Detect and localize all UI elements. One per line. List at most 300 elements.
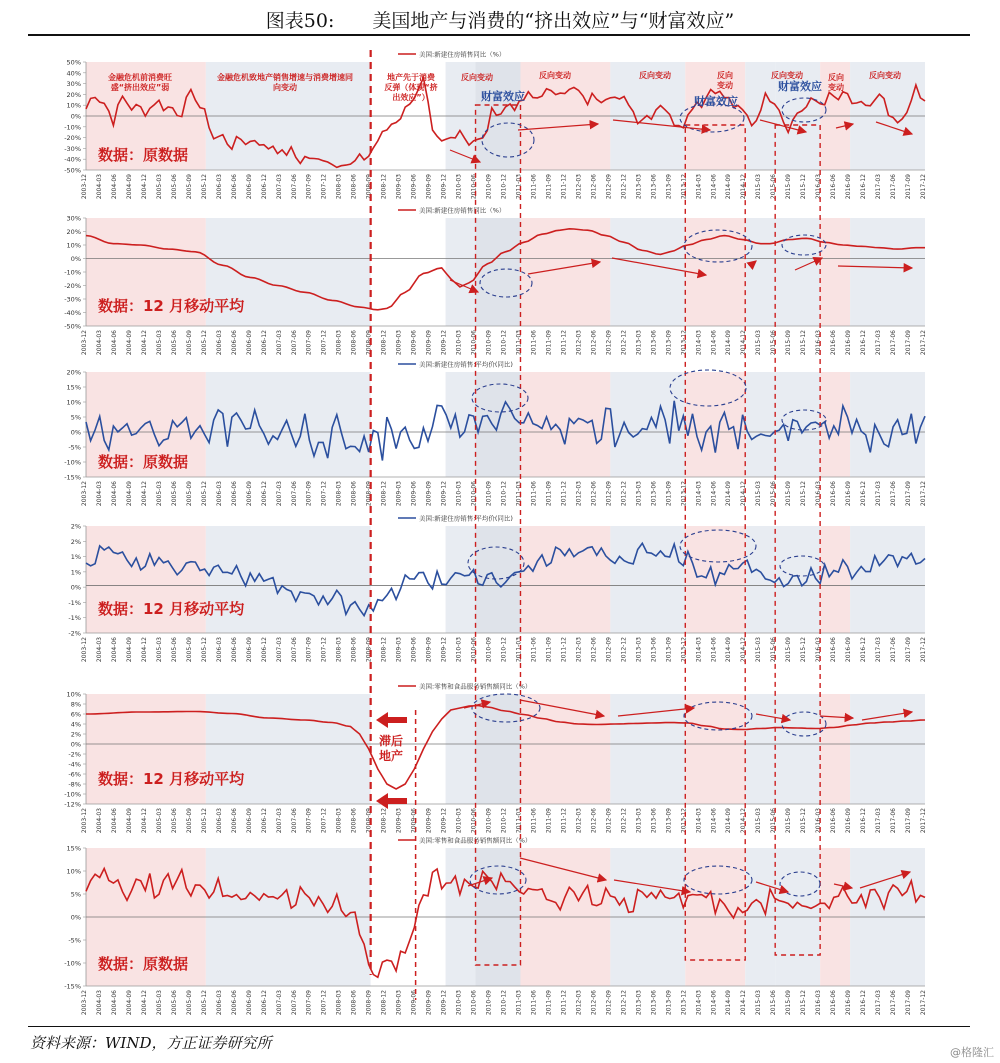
x-tick-label: 2007-09 bbox=[305, 808, 313, 834]
x-tick-label: 2004-03 bbox=[95, 174, 103, 200]
regime-band bbox=[476, 526, 521, 633]
y-tick-label: -2% bbox=[68, 750, 81, 759]
x-tick-label: 2010-12 bbox=[500, 990, 508, 1016]
x-tick-label: 2007-03 bbox=[275, 174, 283, 200]
x-tick-label: 2015-09 bbox=[785, 481, 793, 507]
x-tick-label: 2015-06 bbox=[770, 990, 778, 1016]
x-tick-label: 2007-06 bbox=[290, 637, 298, 663]
x-tick-label: 2012-03 bbox=[575, 330, 583, 356]
x-tick-label: 2014-12 bbox=[740, 174, 748, 200]
x-tick-label: 2011-03 bbox=[515, 481, 523, 507]
x-tick-label: 2009-09 bbox=[425, 174, 433, 200]
x-tick-label: 2015-06 bbox=[770, 174, 778, 200]
x-tick-label: 2015-03 bbox=[755, 330, 763, 356]
x-tick-label: 2004-06 bbox=[110, 808, 118, 834]
legend-label: 美国:零售和食品服务销售额同比（%） bbox=[419, 682, 532, 691]
x-tick-label: 2004-09 bbox=[125, 481, 133, 507]
x-tick-label: 2016-12 bbox=[860, 637, 868, 663]
x-tick-label: 2005-03 bbox=[155, 481, 163, 507]
y-tick-label: 4% bbox=[70, 720, 81, 729]
x-tick-label: 2005-12 bbox=[200, 174, 208, 200]
x-tick-label: 2003-12 bbox=[81, 637, 88, 663]
x-tick-label: 2012-06 bbox=[590, 808, 598, 834]
x-tick-label: 2003-12 bbox=[81, 990, 88, 1016]
regime-band bbox=[775, 218, 820, 326]
x-tick-label: 2013-03 bbox=[635, 481, 643, 507]
x-tick-label: 2011-09 bbox=[545, 174, 553, 200]
x-tick-label: 2015-09 bbox=[785, 174, 793, 200]
x-tick-label: 2009-03 bbox=[395, 990, 403, 1016]
legend-label: 美国:新建住房销售:平均价(同比) bbox=[419, 360, 513, 369]
x-tick-label: 2007-03 bbox=[275, 330, 283, 356]
x-tick-label: 2014-03 bbox=[695, 330, 703, 356]
x-tick-label: 2017-03 bbox=[875, 481, 883, 507]
x-tick-label: 2004-12 bbox=[140, 808, 148, 834]
x-tick-label: 2013-09 bbox=[665, 174, 673, 200]
x-tick-label: 2016-09 bbox=[845, 330, 853, 356]
x-tick-label: 2005-06 bbox=[170, 330, 178, 356]
x-tick-label: 2008-06 bbox=[350, 174, 358, 200]
x-tick-label: 2008-12 bbox=[380, 808, 388, 834]
x-tick-label: 2007-12 bbox=[320, 637, 328, 663]
x-tick-label: 2017-03 bbox=[875, 330, 883, 356]
x-tick-label: 2008-03 bbox=[335, 330, 343, 356]
y-tick-label: 20% bbox=[66, 228, 81, 236]
x-tick-label: 2011-09 bbox=[545, 990, 553, 1016]
regime-label bbox=[481, 89, 525, 103]
x-tick-label: 2011-12 bbox=[560, 481, 568, 507]
x-tick-label: 2014-03 bbox=[695, 808, 703, 834]
x-tick-label: 2010-06 bbox=[470, 330, 478, 356]
x-tick-label: 2014-09 bbox=[725, 990, 733, 1016]
x-tick-label: 2011-06 bbox=[530, 990, 538, 1016]
x-tick-label: 2011-12 bbox=[560, 990, 568, 1016]
x-tick-label: 2005-03 bbox=[155, 990, 163, 1016]
y-tick-label: -40% bbox=[64, 155, 81, 164]
x-tick-label: 2016-06 bbox=[830, 481, 838, 507]
y-tick-label: 10% bbox=[66, 690, 81, 699]
y-tick-label: -15% bbox=[64, 982, 81, 991]
x-tick-label: 2010-09 bbox=[485, 329, 493, 356]
x-tick-label: 2005-06 bbox=[170, 481, 178, 507]
x-tick-label: 2005-06 bbox=[170, 808, 178, 834]
x-tick-label: 2016-09 bbox=[845, 174, 853, 200]
x-tick-label: 2010-12 bbox=[500, 330, 508, 356]
x-tick-label: 2003-12 bbox=[81, 174, 88, 200]
x-tick-label: 2013-12 bbox=[680, 481, 688, 507]
lag-label-line: 地产 bbox=[378, 749, 404, 763]
x-tick-label: 2015-03 bbox=[755, 481, 763, 507]
x-tick-label: 2011-03 bbox=[515, 330, 523, 356]
x-tick-label: 2009-09 bbox=[425, 990, 433, 1016]
figure-title: 图表50: 美国地产与消费的“挤出效应”与“财富效应” bbox=[265, 10, 735, 32]
x-tick-label: 2014-12 bbox=[740, 481, 748, 507]
x-tick-label: 2011-03 bbox=[515, 990, 523, 1016]
x-tick-label: 2010-12 bbox=[500, 808, 508, 834]
regime-label-line: 地产先于消费 bbox=[387, 73, 435, 82]
y-tick-label: -10% bbox=[64, 268, 81, 277]
x-tick-label: 2006-06 bbox=[230, 173, 238, 200]
y-tick-label: -12% bbox=[64, 800, 81, 809]
regime-label bbox=[639, 70, 671, 80]
x-tick-label: 2008-06 bbox=[350, 808, 358, 834]
x-tick-label: 2017-09 bbox=[905, 990, 913, 1016]
x-tick-label: 2004-06 bbox=[110, 637, 118, 663]
x-tick-label: 2005-12 bbox=[200, 990, 208, 1016]
x-tick-label: 2015-03 bbox=[755, 990, 763, 1016]
x-tick-label: 2012-12 bbox=[620, 174, 628, 200]
x-tick-label: 2004-12 bbox=[140, 481, 148, 507]
x-tick-label: 2013-06 bbox=[650, 481, 658, 507]
x-tick-label: 2008-03 bbox=[335, 637, 343, 663]
y-tick-label: -30% bbox=[64, 295, 81, 304]
data-note: 数据：原数据 bbox=[98, 453, 189, 471]
regime-label bbox=[869, 70, 901, 80]
x-tick-label: 2012-12 bbox=[620, 808, 628, 834]
x-tick-label: 2009-09 bbox=[425, 637, 433, 663]
x-tick-label: 2017-06 bbox=[890, 330, 898, 356]
x-tick-label: 2006-09 bbox=[245, 808, 253, 834]
x-tick-label: 2013-09 bbox=[665, 990, 673, 1016]
x-tick-label: 2011-09 bbox=[545, 330, 553, 356]
x-tick-label: 2012-12 bbox=[620, 990, 628, 1016]
y-tick-label: 2% bbox=[70, 537, 81, 546]
regime-band bbox=[775, 526, 820, 633]
x-tick-label: 2011-09 bbox=[545, 481, 553, 507]
x-tick-label: 2003-12 bbox=[81, 481, 88, 507]
x-tick-label: 2006-12 bbox=[260, 990, 268, 1016]
x-tick-label: 2005-12 bbox=[200, 808, 208, 834]
x-tick-label: 2013-06 bbox=[650, 330, 658, 356]
x-tick-label: 2011-09 bbox=[545, 808, 553, 834]
x-tick-label: 2010-09 bbox=[485, 480, 493, 507]
y-tick-label: 0% bbox=[70, 255, 81, 263]
x-tick-label: 2005-03 bbox=[155, 174, 163, 200]
data-note: 数据：12 月移动平均 bbox=[98, 297, 245, 315]
x-tick-label: 2010-06 bbox=[470, 637, 478, 663]
x-tick-label: 2015-06 bbox=[770, 481, 778, 507]
y-tick-label: 0% bbox=[70, 740, 81, 749]
x-tick-label: 2007-06 bbox=[290, 481, 298, 507]
x-tick-label: 2010-09 bbox=[485, 173, 493, 200]
x-tick-label: 2017-09 bbox=[905, 330, 913, 356]
x-tick-label: 2008-12 bbox=[380, 990, 388, 1016]
x-tick-label: 2005-03 bbox=[155, 330, 163, 356]
x-tick-label: 2007-12 bbox=[320, 330, 328, 356]
x-tick-label: 2014-12 bbox=[740, 808, 748, 834]
regime-band bbox=[745, 694, 775, 804]
source-rule bbox=[28, 1026, 970, 1027]
x-tick-label: 2011-12 bbox=[560, 808, 568, 834]
data-note: 数据：12 月移动平均 bbox=[98, 600, 245, 618]
x-tick-label: 2009-03 bbox=[395, 174, 403, 200]
x-tick-label: 2015-12 bbox=[800, 174, 808, 200]
regime-band bbox=[745, 372, 775, 477]
x-tick-label: 2009-09 bbox=[425, 481, 433, 507]
x-tick-label: 2007-03 bbox=[275, 637, 283, 663]
regime-label bbox=[539, 70, 571, 80]
x-tick-label: 2017-03 bbox=[875, 990, 883, 1016]
regime-band bbox=[476, 218, 521, 326]
x-tick-label: 2012-09 bbox=[605, 330, 613, 356]
x-tick-label: 2006-09 bbox=[245, 174, 253, 200]
x-tick-label: 2017-09 bbox=[905, 174, 913, 200]
x-tick-label: 2012-09 bbox=[605, 990, 613, 1016]
x-tick-label: 2010-09 bbox=[485, 990, 493, 1016]
x-tick-label: 2015-09 bbox=[785, 330, 793, 356]
x-tick-label: 2012-09 bbox=[605, 174, 613, 200]
x-tick-label: 2004-03 bbox=[95, 481, 103, 507]
x-tick-label: 2005-12 bbox=[200, 330, 208, 356]
y-tick-label: -5% bbox=[68, 936, 81, 945]
x-tick-label: 2007-03 bbox=[275, 808, 283, 834]
x-tick-label: 2006-03 bbox=[215, 330, 223, 356]
x-tick-label: 2014-03 bbox=[695, 174, 703, 200]
regime-label-line: 盛“挤出效应”弱 bbox=[110, 83, 170, 92]
x-tick-label: 2016-09 bbox=[845, 808, 853, 834]
x-tick-label: 2011-12 bbox=[560, 174, 568, 200]
x-tick-label: 2012-03 bbox=[575, 808, 583, 834]
x-tick-label: 2017-12 bbox=[920, 330, 927, 356]
x-tick-label: 2016-03 bbox=[815, 174, 823, 200]
x-tick-label: 2009-06 bbox=[410, 330, 418, 356]
x-tick-label: 2010-12 bbox=[500, 174, 508, 200]
x-tick-label: 2015-03 bbox=[755, 808, 763, 834]
regime-band bbox=[685, 526, 745, 633]
x-tick-label: 2017-09 bbox=[905, 808, 913, 834]
x-tick-label: 2012-06 bbox=[590, 174, 598, 200]
x-tick-label: 2013-06 bbox=[650, 637, 658, 663]
x-tick-label: 2014-09 bbox=[725, 330, 733, 356]
x-tick-label: 2017-09 bbox=[905, 637, 913, 663]
x-tick-label: 2013-12 bbox=[680, 990, 688, 1016]
x-tick-label: 2010-03 bbox=[455, 481, 463, 507]
x-tick-label: 2014-12 bbox=[740, 330, 748, 356]
x-tick-label: 2006-03 bbox=[215, 481, 223, 507]
x-tick-label: 2011-12 bbox=[560, 330, 568, 356]
x-tick-label: 2012-12 bbox=[620, 637, 628, 663]
x-tick-label: 2007-06 bbox=[290, 990, 298, 1016]
regime-label-line: 变动 bbox=[717, 81, 733, 90]
y-tick-label: -1% bbox=[68, 614, 81, 623]
y-tick-label: -4% bbox=[68, 760, 81, 769]
regime-band bbox=[775, 694, 820, 804]
x-tick-label: 2011-09 bbox=[545, 637, 553, 663]
x-tick-label: 2005-09 bbox=[185, 637, 193, 663]
x-tick-label: 2014-03 bbox=[695, 990, 703, 1016]
x-tick-label: 2004-09 bbox=[125, 990, 133, 1016]
y-tick-label: 2% bbox=[70, 522, 81, 531]
x-tick-label: 2008-06 bbox=[350, 637, 358, 663]
y-tick-label: 10% bbox=[66, 241, 81, 250]
x-tick-label: 2008-09 bbox=[365, 481, 373, 507]
x-tick-label: 2010-03 bbox=[455, 174, 463, 200]
y-tick-label: 40% bbox=[66, 69, 81, 78]
x-tick-label: 2009-09 bbox=[425, 808, 433, 834]
regime-band bbox=[520, 694, 610, 804]
regime-label-line: 反向 bbox=[828, 73, 844, 82]
x-tick-label: 2016-03 bbox=[815, 637, 823, 663]
x-tick-label: 2015-12 bbox=[800, 637, 808, 663]
x-tick-label: 2014-12 bbox=[740, 637, 748, 663]
x-tick-label: 2008-09 bbox=[365, 990, 373, 1016]
x-tick-label: 2010-03 bbox=[455, 990, 463, 1016]
x-tick-label: 2004-03 bbox=[95, 330, 103, 356]
x-tick-label: 2015-12 bbox=[800, 808, 808, 834]
x-tick-label: 2010-03 bbox=[455, 637, 463, 663]
x-tick-label: 2014-09 bbox=[725, 808, 733, 834]
regime-label-line: 反向变动 bbox=[771, 71, 803, 80]
y-tick-label: -10% bbox=[64, 790, 81, 799]
x-tick-label: 2012-06 bbox=[590, 637, 598, 663]
y-tick-label: 6% bbox=[70, 710, 81, 719]
x-tick-label: 2006-12 bbox=[260, 808, 268, 834]
x-tick-label: 2013-12 bbox=[680, 330, 688, 356]
y-tick-label: 20% bbox=[66, 368, 81, 377]
x-tick-label: 2015-06 bbox=[770, 637, 778, 663]
x-tick-label: 2016-06 bbox=[830, 990, 838, 1016]
y-tick-label: -30% bbox=[64, 144, 81, 153]
x-tick-label: 2014-06 bbox=[710, 990, 718, 1016]
x-tick-label: 2005-06 bbox=[170, 990, 178, 1016]
x-tick-label: 2004-06 bbox=[110, 330, 118, 356]
x-tick-label: 2017-06 bbox=[890, 637, 898, 663]
x-tick-label: 2013-06 bbox=[650, 990, 658, 1016]
x-tick-label: 2010-06 bbox=[470, 174, 478, 200]
x-tick-label: 2014-09 bbox=[725, 174, 733, 200]
x-tick-label: 2006-09 bbox=[245, 481, 253, 507]
x-tick-label: 2009-03 bbox=[395, 481, 403, 507]
x-tick-label: 2007-12 bbox=[320, 808, 328, 834]
x-tick-label: 2007-09 bbox=[305, 481, 313, 507]
x-tick-label: 2007-09 bbox=[305, 330, 313, 356]
regime-band bbox=[520, 218, 610, 326]
y-tick-label: 10% bbox=[66, 398, 81, 407]
x-tick-label: 2012-06 bbox=[590, 330, 598, 356]
x-tick-label: 2009-03 bbox=[395, 330, 403, 356]
x-tick-label: 2005-09 bbox=[185, 808, 193, 834]
x-tick-label: 2008-03 bbox=[335, 174, 343, 200]
legend-label: 美国:新建住房销售同比（%） bbox=[419, 50, 506, 59]
regime-label bbox=[771, 70, 803, 80]
x-tick-label: 2006-03 bbox=[215, 174, 223, 200]
regime-label-line: 金融危机前消费旺 bbox=[108, 73, 172, 82]
regime-label-line: 向变动 bbox=[273, 83, 297, 92]
y-tick-label: 0% bbox=[70, 112, 81, 121]
y-tick-label: 20% bbox=[66, 90, 81, 99]
x-tick-label: 2016-06 bbox=[830, 637, 838, 663]
y-tick-label: 10% bbox=[66, 101, 81, 110]
x-tick-label: 2007-06 bbox=[290, 174, 298, 200]
x-tick-label: 2009-06 bbox=[410, 481, 418, 507]
y-tick-label: 50% bbox=[66, 58, 81, 67]
y-tick-label: -1% bbox=[68, 598, 81, 607]
x-tick-label: 2010-09 bbox=[485, 637, 493, 663]
x-tick-label: 2006-06 bbox=[230, 808, 238, 834]
x-tick-label: 2005-12 bbox=[200, 637, 208, 663]
x-tick-label: 2004-03 bbox=[95, 808, 103, 834]
x-tick-label: 2008-09 bbox=[365, 174, 373, 200]
x-tick-label: 2006-12 bbox=[260, 481, 268, 507]
x-tick-label: 2013-09 bbox=[665, 637, 673, 663]
x-tick-label: 2011-03 bbox=[515, 637, 523, 663]
x-tick-label: 2006-06 bbox=[230, 481, 238, 507]
x-tick-label: 2005-03 bbox=[155, 637, 163, 663]
x-tick-label: 2015-09 bbox=[785, 990, 793, 1016]
x-tick-label: 2016-12 bbox=[860, 481, 868, 507]
x-tick-label: 2011-12 bbox=[560, 637, 568, 663]
y-tick-label: -40% bbox=[64, 309, 81, 317]
x-tick-label: 2014-06 bbox=[710, 330, 718, 356]
regime-band bbox=[820, 526, 850, 633]
x-tick-label: 2006-09 bbox=[245, 637, 253, 663]
x-tick-label: 2013-06 bbox=[650, 808, 658, 834]
regime-label-line: 反向变动 bbox=[639, 71, 671, 80]
x-tick-label: 2017-09 bbox=[905, 481, 913, 507]
x-tick-label: 2004-03 bbox=[95, 990, 103, 1016]
x-tick-label: 2006-06 bbox=[230, 330, 238, 356]
y-tick-label: 30% bbox=[66, 214, 81, 223]
x-tick-label: 2016-03 bbox=[815, 808, 823, 834]
y-tick-label: -10% bbox=[64, 458, 81, 467]
regime-band bbox=[610, 372, 685, 477]
x-tick-label: 2006-12 bbox=[260, 174, 268, 200]
x-tick-label: 2006-06 bbox=[230, 637, 238, 663]
x-tick-label: 2014-06 bbox=[710, 174, 718, 200]
regime-band bbox=[745, 218, 775, 326]
x-tick-label: 2004-09 bbox=[125, 174, 133, 200]
x-tick-label: 2008-06 bbox=[350, 481, 358, 507]
x-tick-label: 2004-06 bbox=[110, 174, 118, 200]
x-tick-label: 2004-12 bbox=[140, 990, 148, 1016]
x-tick-label: 2017-06 bbox=[890, 990, 898, 1016]
regime-band bbox=[610, 526, 685, 633]
x-tick-label: 2014-09 bbox=[725, 481, 733, 507]
y-tick-label: 5% bbox=[70, 890, 81, 899]
regime-band bbox=[685, 694, 745, 804]
x-tick-label: 2013-09 bbox=[665, 330, 673, 356]
x-tick-label: 2010-12 bbox=[500, 637, 508, 663]
x-tick-label: 2012-03 bbox=[575, 990, 583, 1016]
x-tick-label: 2007-09 bbox=[305, 174, 313, 200]
regime-label-line: 反向变动 bbox=[461, 73, 493, 82]
x-tick-label: 2009-03 bbox=[395, 808, 403, 834]
x-tick-label: 2011-06 bbox=[530, 481, 538, 507]
regime-label-line: 金融危机致地产销售增速与消费增速同 bbox=[217, 73, 353, 82]
regime-band bbox=[850, 218, 925, 326]
x-tick-label: 2013-03 bbox=[635, 330, 643, 356]
x-tick-label: 2004-09 bbox=[125, 808, 133, 834]
x-tick-label: 2005-09 bbox=[185, 990, 193, 1016]
x-tick-label: 2013-03 bbox=[635, 990, 643, 1016]
x-tick-label: 2008-09 bbox=[365, 637, 373, 663]
y-tick-label: 0% bbox=[70, 428, 81, 437]
x-tick-label: 2014-12 bbox=[740, 990, 748, 1016]
regime-band bbox=[685, 218, 745, 326]
x-tick-label: 2016-12 bbox=[860, 174, 868, 200]
x-tick-label: 2016-06 bbox=[830, 174, 838, 200]
x-tick-label: 2017-12 bbox=[920, 174, 927, 200]
x-tick-label: 2005-06 bbox=[170, 637, 178, 663]
x-tick-label: 2009-03 bbox=[395, 637, 403, 663]
x-tick-label: 2014-06 bbox=[710, 808, 718, 834]
x-tick-label: 2014-09 bbox=[725, 637, 733, 663]
x-tick-label: 2014-06 bbox=[710, 637, 718, 663]
x-tick-label: 2004-12 bbox=[140, 637, 148, 663]
x-tick-label: 2005-09 bbox=[185, 330, 193, 356]
y-tick-label: 8% bbox=[70, 700, 81, 709]
y-tick-label: 0% bbox=[70, 583, 81, 592]
